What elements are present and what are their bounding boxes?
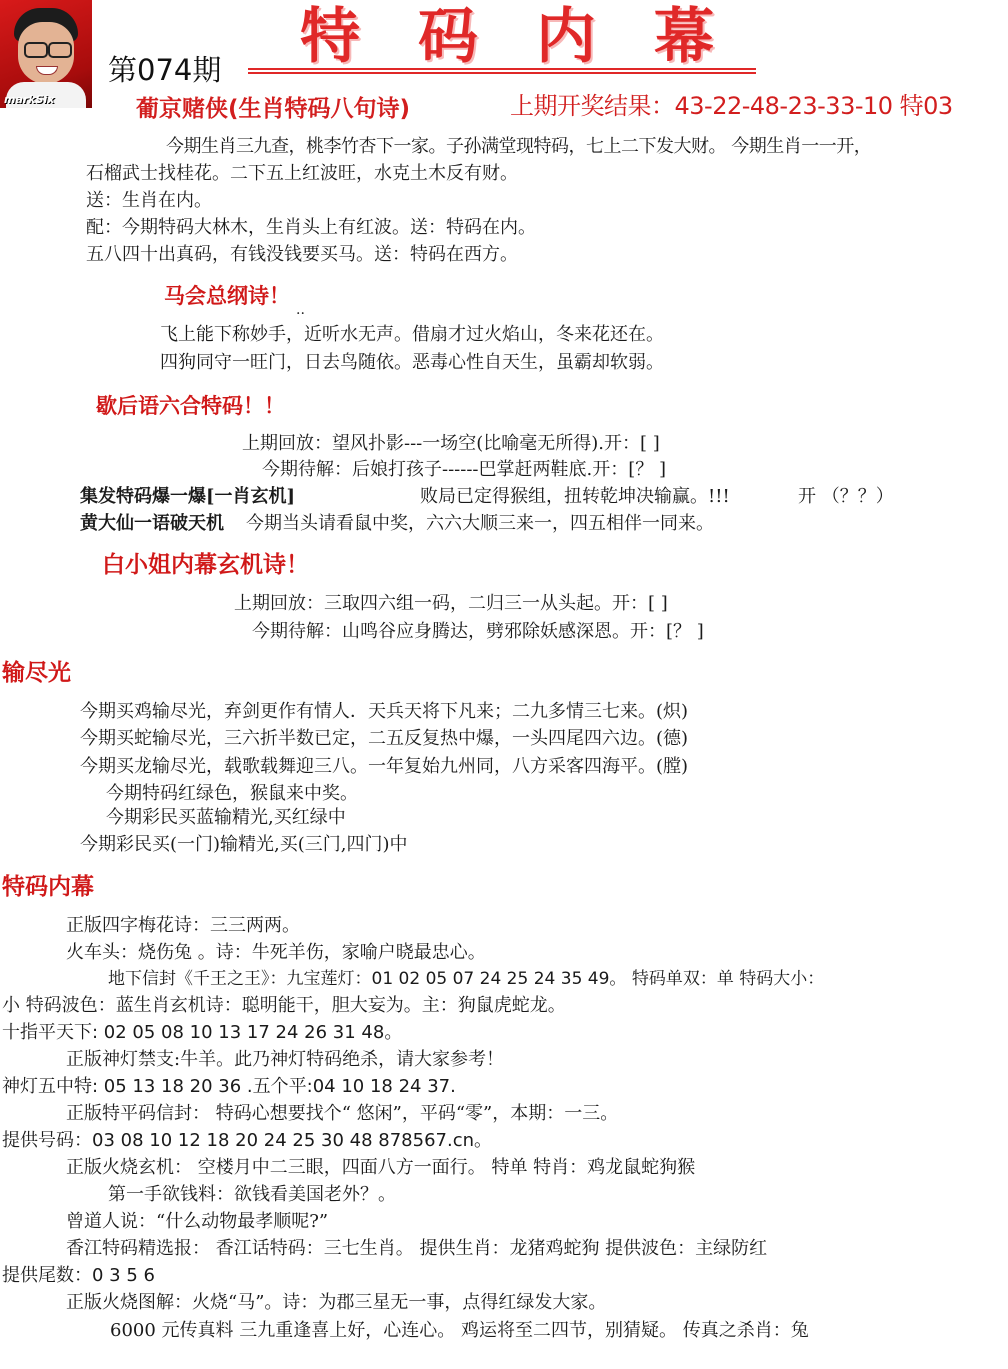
inside-line: 小 特码波色：蓝生肖玄机诗：聪明能干，胆大妄为。主：狗鼠虎蛇龙。 [2,995,566,1016]
poem-line: 今期生肖三九查，桃李竹杏下一家。子孙满堂现特码，七上二下发大财。 今期生肖一一开， [166,136,872,157]
subtitle: 葡京赌侠(生肖特码八句诗) [136,96,411,122]
section-title-xiehouyu: 歇后语六合特码！！ [96,394,285,418]
xiehouyu-current: 今期待解：后娘打孩子------巴掌赶两鞋底.开：[？ ] [262,459,666,480]
poem-line: 送：生肖在内。 [86,190,212,211]
bai-current: 今期待解：山鸣谷应身腾达，劈邪除妖感深恩。开：[？ ] [252,621,704,642]
poem-line: 五八四十出真码，有钱没钱要买马。送：特码在西方。 [86,244,518,265]
inside-line: 正版火烧图解：火烧“马”。诗：为郡三星无一事，点得红绿发大家。 [66,1292,607,1313]
inside-line: 提供尾数：0 3 5 6 [2,1265,155,1286]
section-title-horse: 马会总纲诗！ [164,284,290,308]
inside-line: 第一手欲钱料：欲钱看美国老外？。 [108,1184,396,1205]
horse-line: 四狗同守一旺门，日去鸟随依。恶毒心性自天生，虽霸却软弱。 [160,352,664,373]
xiehouyu-last: 上期回放：望风扑影---一场空(比喻毫无所得).开：[ ] [242,433,660,454]
issue-number: 第074期 [108,53,222,87]
title-underline [248,66,756,76]
logo-brand: markSix [4,93,55,106]
inside-line: 提供号码：03 08 10 12 18 20 24 25 30 48 878567.cn。 [2,1130,492,1151]
dots-mark: .. [296,302,305,318]
last-result: 上期开奖结果：43-22-48-23-33-10 特03 [510,92,953,120]
inside-line: 香江特码精选报： 香江话特码：三七生肖。 提供生肖：龙猪鸡蛇狗 提供波色：主绿防红 [66,1238,768,1259]
huang-label: 黄大仙一语破天机 [80,513,224,534]
section-title-lose: 输尽光 [2,660,71,686]
inside-line: 十指平天下: 02 05 08 10 13 17 24 26 31 48。 [2,1022,403,1043]
inside-line: 火车头：烧伤兔 。诗：牛死羊伤，家喻户晓最忠心。 [66,942,486,963]
huang-text: 今期当头请看鼠中奖，六六大顺三来一，四五相伴一同来。 [246,513,714,534]
poem-line: 石榴武士找桂花。二下五上红波旺，水克土木反有财。 [86,163,518,184]
inside-line: 正版火烧玄机： 空楼月中二三眼，四面八方一面行。 特单 特肖：鸡龙鼠蛇狗猴 [66,1157,696,1178]
section-title-inside: 特码内幕 [2,874,94,900]
lose-line: 今期买鸡输尽光，弃剑更作有情人．天兵天将下凡来；二九多情三七来。(炽) [80,701,689,722]
section-title-bai: 白小姐内幕玄机诗！ [102,552,309,578]
jifa-label: 集发特码爆一爆[一肖玄机] [80,486,296,507]
inside-line: 地下信封《千王之王》：九宝莲灯：01 02 05 07 24 25 24 35 49。 特码单双：单 特码大小： [108,969,825,989]
inside-line: 曾道人说：“什么动物最孝顺呢?” [66,1211,329,1232]
bai-last: 上期回放：三取四六组一码，二归三一从头起。开：[ ] [234,593,668,614]
poem-line: 配：今期特码大林木，生肖头上有红波。送：特码在内。 [86,217,536,238]
logo-photo [0,0,92,108]
horse-line: 飞上能下称妙手，近听水无声。借扇才过火焰山，冬来花还在。 [160,324,664,345]
lose-line: 今期彩民买(一门)输精光,买(三门,四门)中 [80,834,408,855]
lose-line: 今期买蛇输尽光，三六折半数已定，二五反复热中爆，一头四尾四六边。(德) [80,728,689,749]
jifa-open: 开 （？？） [798,486,894,507]
lose-line: 今期彩民买蓝输精光,买红绿中 [106,807,346,828]
inside-line: 正版特平码信封： 特码心想要找个“ 悠闲”，平码“零”，本期：一三。 [66,1103,619,1124]
lose-line: 今期买龙输尽光，载歌载舞迎三八。一年复始九州同，八方采客四海平。(膛) [80,756,689,777]
jifa-text: 败局已定得猴组，扭转乾坤决输赢。!!! [420,486,730,507]
lose-line: 今期特码红绿色，猴鼠来中奖。 [106,783,358,804]
inside-line: 6000 元传真料 三九重逢喜上好，心连心。 鸡运将至二四节，别猜疑。 传真之杀肖：兔 [110,1320,809,1341]
inside-line: 正版神灯禁支:牛羊。此乃神灯特码绝杀，请大家参考！ [66,1049,505,1070]
inside-line: 正版四字梅花诗：三三两两。 [66,915,300,936]
inside-line: 神灯五中特: 05 13 18 20 36 .五个平:04 10 18 24 37. [2,1076,456,1097]
page-title: 特码内幕 [300,2,772,72]
